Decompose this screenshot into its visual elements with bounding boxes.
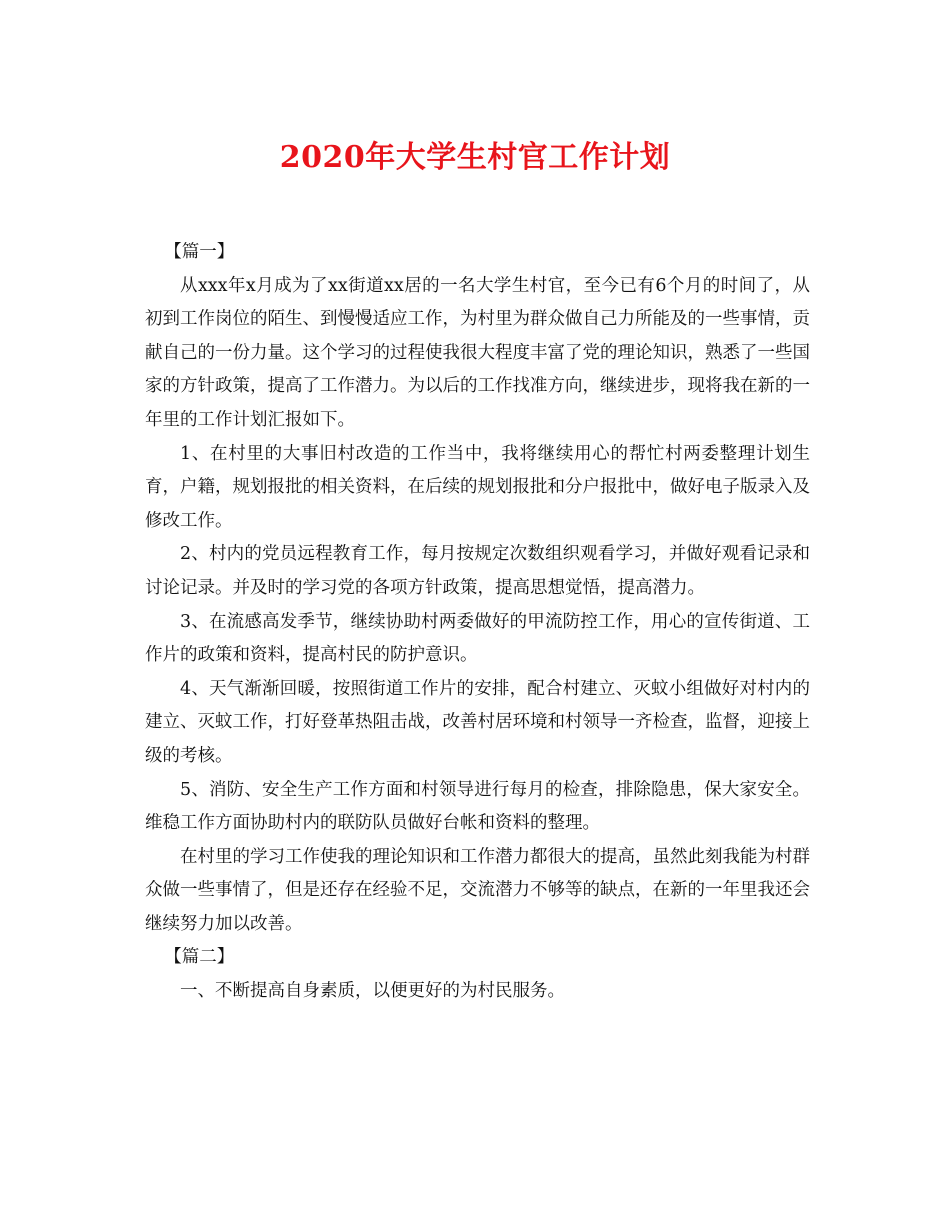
paragraph: 3、在流感高发季节，继续协助村两委做好的甲流防控工作，用心的宣传街道、工作片的政策和资料，提高村民的防护意识。 (145, 611, 810, 666)
paragraph: 从xxx年x月成为了xx街道xx居的一名大学生村官，至今已有6个月的时间了，从初到工作岗位的陌生、到慢慢适应工作，为村里为群众做自己力所能及的一些事情，贡献自己的一份力量。这个学习的过程使我很大程度丰富了党的理论知识，熟悉了一些国家的方针政策，提高了工作潜力。为以后的工作找准方向，继续进步，现将我在新的一年里的工作计划汇报如下。 (145, 275, 810, 430)
section-label-2: 【篇二】 (164, 947, 235, 968)
paragraph: 一、不断提高自身素质，以便更好的为村民服务。 (180, 981, 565, 1002)
document-body (145, 236, 810, 1009)
paragraph: 在村里的学习工作使我的理论知识和工作潜力都很大的提高，虽然此刻我能为村群众做一些事情了，但是还存在经验不足，交流潜力不够等的缺点，在新的一年里我还会继续努力加以改善。 (145, 846, 810, 934)
paragraph: 5、消防、安全生产工作方面和村领导进行每月的检查，排除隐患，保大家安全。维稳工作方面协助村内的联防队员做好台帐和资料的整理。 (145, 779, 810, 834)
paragraph: 4、天气渐渐回暖，按照街道工作片的安排，配合村建立、灭蚊小组做好对村内的建立、灭蚊工作，打好登革热阻击战，改善村居环境和村领导一齐检查，监督，迎接上级的考核。 (145, 678, 810, 766)
paragraph: 2、村内的党员远程教育工作，每月按规定次数组织观看学习，并做好观看记录和讨论记录。并及时的学习党的各项方针政策，提高思想觉悟，提高潜力。 (145, 544, 810, 598)
paragraph: 1、在村里的大事旧村改造的工作当中，我将继续用心的帮忙村两委整理计划生育，户籍，规划报批的相关资料，在后续的规划报批和分户报批中，做好电子版录入及修改工作。 (145, 443, 810, 531)
section-label-1: 【篇一】 (164, 242, 235, 262)
document-title: 2020年大学生村官工作计划 (279, 140, 671, 175)
